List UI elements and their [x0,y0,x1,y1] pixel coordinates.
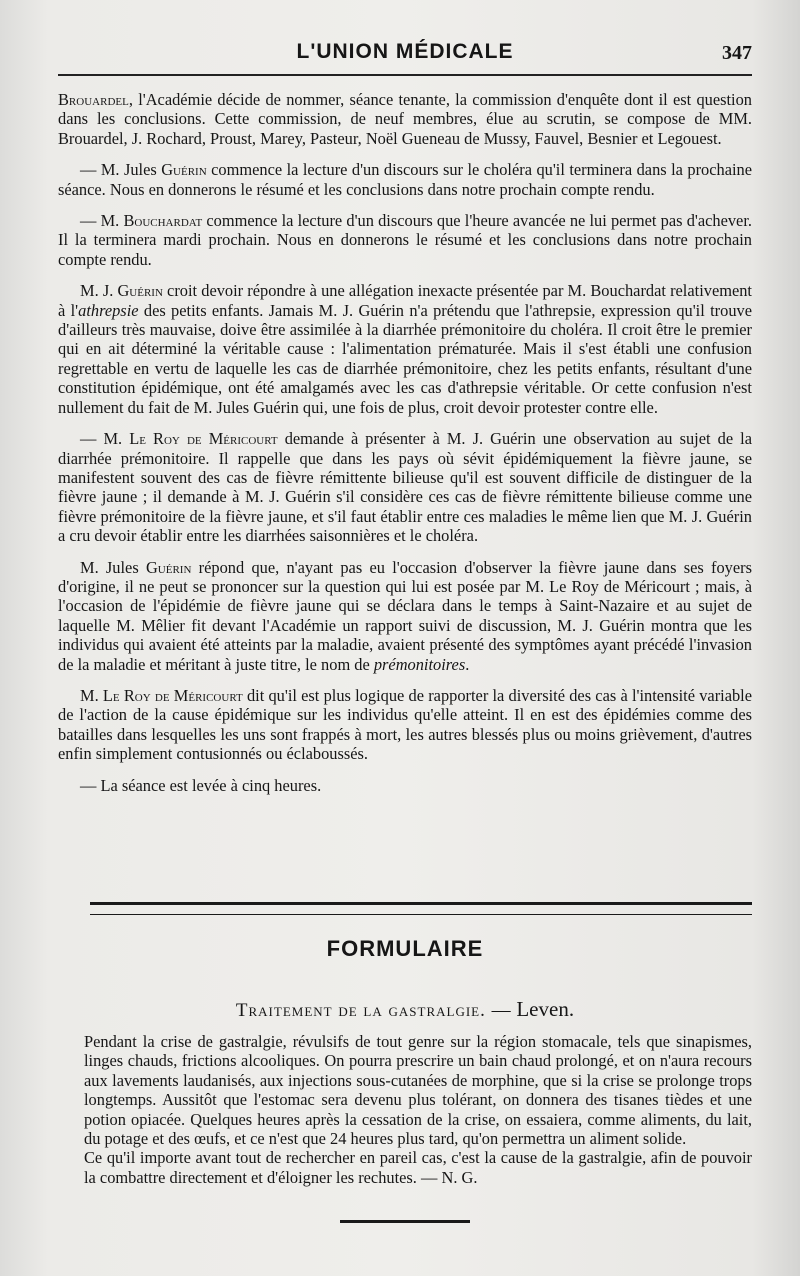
speaker-name: Bouchardat [123,211,203,231]
paragraph-prefix: M. J. [80,281,118,301]
paragraph-text: , l'Académie décide de nommer, séance tenante, la commission d'enquête dont il est question dans les conclusions. Cette commission, de neuf membres, élue au scrutin, se compose de MM. Brouardel, J. Rochard, Proust, Marey, Pasteur, Noël Gueneau de Mussy, Fauvel, Besnier et Legouest. [58,90,752,148]
speaker-name: Guérin [161,160,207,180]
paragraph-text: dit qu'il est plus logique de rapporter la diversité des cas à l'intensité variable de l'action de la cause épidémique sur les individus qu'elle atteint. Il en est des épidémies comme des batailles dans lesquelles les uns sont frappés à mort, les autres blessés plus ou moins grièvement, d'autres enfin simplement contusionnés ou éclaboussés. [58,685,752,764]
paragraph-guerin-reponse [58,558,752,674]
recipe-paragraph: Pendant la crise de gastralgie, révulsifs de tout genre sur la région stomacale, tels que sinapismes, linges chauds, frictions alcooliques. On pourra prescrire un bain chaud prolongé, et on n'aura recours aux lavements laudanisés, aux injections sous-cutanées de morphine, que si la crise se prolonge trops longtemps. Aussitôt que l'estomac sera devenu plus tolérant, on donnera des tisanes tièdes et une potion opiacée. Quelques heures après la cessation de la crise, on essaiera, comme aliments, du lait, du potage et des œufs, et ce n'est que 24 heures plus tard, qu'on permettra un aliment solide. [84,1032,752,1149]
recipe-author: Leven. [516,997,575,1021]
paragraph-seance-levee [58,776,752,795]
paragraph-text-a: répond que, n'ayant pas eu l'occasion d'observer la fièvre jaune dans ses foyers d'origine, il ne peut se prononcer sur la question qui lui est posée par M. Le Roy de Méricourt ; mais, à l'occasion de l'épidémie de fièvre jaune qui se déclara dans le temps à Saint-Nazaire et au sujet de laquelle M. Mêlier fit devant l'Académie un rapport suivi de discussion, M. J. Guérin montra que les individus qui avaient été atteints par la maladie, avaient présenté des symptômes ayant précédé l'invasion de la maladie et méritant à juste titre, le nom de [58,557,752,674]
paragraph-text: des petits enfants. Jamais M. J. Guérin n'a prétendu que l'athrepsie, expression qu'il trouve d'ailleurs très mauvaise, doive être assimilée à la diarrhée prémonitoire du choléra. Il croit être le premier qui en ait déterminé la véritable cause : l'alimentation prématurée. Mais il s'est établi une confusion regrettable en vertu de laquelle les cas de diarrhée prémonitoire, chez les petits enfants, résultant d'une constitution épidémique, ont été amalgamés avec les cas d'athrepsie véritable. Or cette confusion n'est nullement du fait de M. Jules Guérin qui, une fois de plus, croit devoir protester contre elle. [58,300,752,417]
recipe-paragraph: Ce qu'il importe avant tout de rechercher en pareil cas, c'est la cause de la gastralgie, afin de pouvoir la combattre directement et d'éloigner les rechutes. — N. G. [84,1148,752,1187]
speaker-name: Guérin [145,557,192,577]
paragraph-text: commence la lecture d'un discours sur le choléra qu'il terminera dans la prochaine séance. Nous en donnerons le résumé et les conclusions dans notre prochain compte rendu. [58,160,752,199]
page-number: 347 [722,42,752,64]
paragraph-text: commence la lecture d'un discours que l'heure avancée ne lui permet pas d'achever. Il la terminera mardi prochain. Nous en donnerons le résumé et les conclusions dans notre prochain compte rendu. [58,211,752,269]
paragraph-prefix: — M. Jules [80,160,162,180]
paragraph-guerin-athrepsie [58,281,752,417]
paragraph-text-a: croit devoir répondre à une allégation inexacte présentée par M. Bouchardat relativement à l' [58,281,752,320]
paragraph-guerin-discours [58,160,752,199]
recipe-body [84,1032,752,1187]
paragraph-le-roy-reply [58,686,752,764]
italic-term: athrepsie [78,300,139,320]
speaker-name: Guérin [117,281,163,301]
paragraph-le-roy-question [58,429,752,545]
section-divider [90,902,752,915]
paragraph-text: demande à présenter à M. J. Guérin une observation au sujet de la diarrhée prémonitoire. Il rappelle que dans les pays où sévit épidémiquement la fièvre jaune, se manifestent souvent des cas de fièvre rémittente bilieuse qu'il est souvent difficile de distinguer de la fièvre jaune ; il demande à M. J. Guérin s'il considère ces cas de fièvre rémittente bilieuse comme une fièvre prémonitoire de la fièvre jaune, et s'il faut établir entre ces maladies le même lien que M. J. Guérin a cru devoir établir entre les diarrhées saisonnières et le choléra. [58,429,753,546]
paragraph-bouchardat [58,211,752,269]
recipe-title [58,997,752,1022]
paragraph-text: . [465,654,470,674]
recipe-title-text: Traitement de la gastralgie. — [235,1000,512,1021]
speaker-name: Le Roy de Méricourt [102,685,243,705]
italic-term: prémonitoires [373,654,466,674]
paragraph-prefix: — M. [80,211,124,231]
paragraph-prefix: M. Jules [80,557,146,577]
paragraph-commission [58,90,752,148]
article-body [58,90,752,807]
speaker-name: Brouardel [58,90,129,109]
end-rule [340,1220,470,1223]
paragraph-prefix: M. [80,685,103,705]
paragraph-prefix: — La séance est levée à cinq heures. [80,775,322,795]
page-header [58,40,752,70]
paragraph-prefix: — M. [80,429,130,449]
section-heading: FORMULAIRE [326,936,484,961]
header-rule [58,74,752,76]
speaker-name: Le Roy de Méricourt [129,429,278,449]
running-title: L'UNION MÉDICALE [296,40,514,63]
